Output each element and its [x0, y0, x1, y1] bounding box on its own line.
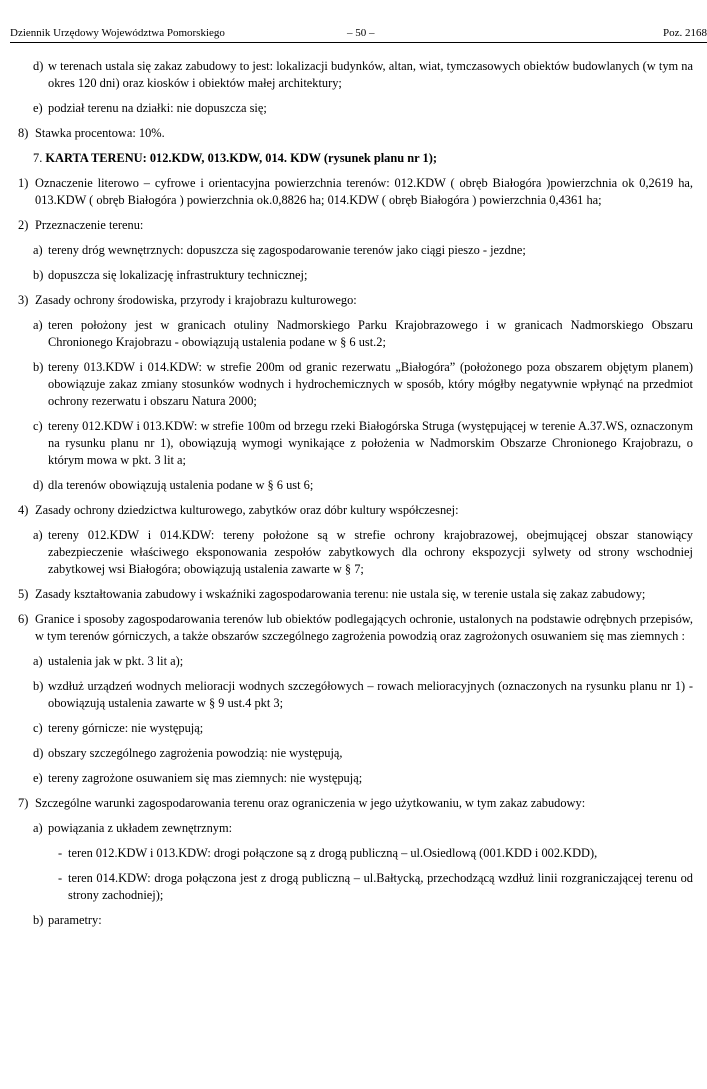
item-text: tereny górnicze: nie występują;: [48, 721, 204, 735]
numbered-item: [18, 611, 693, 645]
item-text: Szczególne warunki zagospodarowania terenu oraz ograniczenia w jego użytkowaniu, w tym zakaz zabudowy:: [35, 796, 586, 810]
item-text: Stawka procentowa: 10%.: [35, 126, 165, 140]
section-title: KARTA TERENU: 012.KDW, 013.KDW, 014. KDW (rysunek planu nr 1);: [45, 151, 437, 165]
item-marker: 5): [18, 587, 29, 601]
item-marker: 3): [18, 293, 29, 307]
dash-subitem: [18, 870, 693, 904]
item-text: tereny 012.KDW i 014.KDW: tereny położone są w strefie ochrony krajobrazowej, obejmującej obszar stanowiący zabezpieczenie właściwego eksponowania zespołów zabytkowych dla ochrony ekspozycji sylwety od strony wschodniej zabytkowej wsi Białogóra; obowiązują ustalenia zawarte w § 7;: [48, 528, 693, 576]
item-marker: b): [33, 268, 44, 282]
numbered-item: [18, 795, 693, 812]
header-rule: [10, 42, 707, 43]
numbered-item: [18, 292, 693, 309]
item-text: ustalenia jak w pkt. 3 lit a);: [48, 654, 184, 668]
item-text: teren 014.KDW: droga połączona jest z drogą publiczną – ul.Bałtycką, przechodzącą wzdłuż linii rozgraniczającej terenu od strony zachodniej);: [68, 871, 693, 902]
item-text: w terenach ustala się zakaz zabudowy to jest: lokalizacji budynków, altan, wiat, tymczasowych obiektów budowlanych (w tym na okres 120 dni) oraz kiosków i obiektów małej architektury;: [48, 59, 693, 90]
item-text: dopuszcza się lokalizację infrastruktury technicznej;: [48, 268, 308, 282]
numbered-item: [18, 125, 693, 142]
item-text: Granice i sposoby zagospodarowania terenów lub obiektów podlegających ochronie, ustalonych na podstawie odrębnych przepisów, w tym terenów górniczych, a także obszarów szczególnego zagrożenia powodzią oraz zagrożonych osuwaniem się mas ziemnych :: [35, 612, 693, 643]
numbered-item: [18, 175, 693, 209]
page-number: – 50 –: [347, 27, 375, 39]
item-text: wzdłuż urządzeń wodnych melioracji wodnych szczegółowych – rowach melioracyjnych (oznaczonych na rysunku planu nr 1) - obowiązują ustalenia zawarte w § 9 ust.4 pkt 3;: [48, 679, 693, 710]
item-text: tereny zagrożone osuwaniem się mas ziemnych: nie występują;: [48, 771, 363, 785]
lettered-subitem: [18, 527, 693, 578]
item-marker: 2): [18, 218, 29, 232]
lettered-subitem: [18, 100, 693, 117]
item-marker: 6): [18, 612, 29, 626]
item-marker: a): [33, 528, 43, 542]
item-text: tereny dróg wewnętrznych: dopuszcza się zagospodarowanie terenów jako ciągi pieszo - jezdne;: [48, 243, 526, 257]
lettered-subitem: [18, 912, 693, 929]
lettered-subitem: [18, 745, 693, 762]
item-text: parametry:: [48, 913, 102, 927]
item-marker: d): [33, 59, 44, 73]
numbered-item: [18, 217, 693, 234]
lettered-subitem: [18, 58, 693, 92]
item-marker: b): [33, 360, 44, 374]
lettered-subitem: [18, 678, 693, 712]
item-marker: -: [58, 846, 63, 860]
lettered-subitem: [18, 653, 693, 670]
lettered-subitem: [18, 317, 693, 351]
page-header: [10, 26, 707, 42]
item-text: Przeznaczenie terenu:: [35, 218, 144, 232]
item-marker: d): [33, 478, 44, 492]
item-marker: e): [33, 771, 43, 785]
item-text: tereny 012.KDW i 013.KDW: w strefie 100m od brzegu rzeki Białogórska Struga (występującej w terenie A.37.WS, oznaczonym na rysunku planu nr 1), obowiązują wymogi wynikające z położenia w Nadmorskim Obszarze Chronionego Krajobrazu, o którym mowa w pkt. 3 lit a;: [48, 419, 693, 467]
item-text: tereny 013.KDW i 014.KDW: w strefie 200m od granic rezerwatu „Białogóra” (położonego poza obszarem objętym planem) obowiązuje zakaz zmiany stosunków wodnych i hydrochemicznych w sposób, który mógłby negatywnie wpłynąć na przedmiot ochrony rezerwatu i obszaru Natura 2000;: [48, 360, 693, 408]
lettered-subitem: [18, 770, 693, 787]
item-marker: a): [33, 243, 43, 257]
position-number: Poz. 2168: [663, 27, 707, 39]
item-text: Oznaczenie literowo – cyfrowe i orientacyjna powierzchnia terenów: 012.KDW ( obręb Białogóra )powierzchnia ok 0,2619 ha, 013.KDW ( obręb Białogóra ) powierzchnia ok.0,8826 ha; 014.KDW ( obręb Białogóra ) powierzchnia 0,4361 ha;: [35, 176, 693, 207]
item-marker: e): [33, 101, 43, 115]
item-text: powiązania z układem zewnętrznym:: [48, 821, 233, 835]
lettered-subitem: [18, 477, 693, 494]
item-text: obszary szczególnego zagrożenia powodzią: nie występują,: [48, 746, 343, 760]
journal-title: Dziennik Urzędowy Województwa Pomorskiego: [10, 27, 225, 39]
lettered-subitem: [18, 267, 693, 284]
numbered-item: [18, 586, 693, 603]
item-marker: a): [33, 654, 43, 668]
lettered-subitem: [18, 242, 693, 259]
numbered-item: [18, 502, 693, 519]
item-marker: 4): [18, 503, 29, 517]
item-text: teren 012.KDW i 013.KDW: drogi połączone są z drogą publiczną – ul.Osiedlową (001.KDD i 002.KDD),: [68, 846, 598, 860]
lettered-subitem: [18, 359, 693, 410]
item-marker: b): [33, 913, 44, 927]
item-text: dla terenów obowiązują ustalenia podane w § 6 ust 6;: [48, 478, 314, 492]
item-text: Zasady ochrony środowiska, przyrody i krajobrazu kulturowego:: [35, 293, 357, 307]
item-text: Zasady ochrony dziedzictwa kulturowego, zabytków oraz dóbr kultury współczesnej:: [35, 503, 459, 517]
item-marker: d): [33, 746, 44, 760]
item-marker: 7): [18, 796, 29, 810]
item-marker: a): [33, 318, 43, 332]
document-body: [18, 58, 693, 937]
item-text: Zasady kształtowania zabudowy i wskaźniki zagospodarowania terenu: nie ustala się, w terenie ustala się zakaz zabudowy;: [35, 587, 646, 601]
lettered-subitem: [18, 720, 693, 737]
section-heading: [18, 150, 693, 167]
item-marker: a): [33, 821, 43, 835]
item-marker: c): [33, 721, 43, 735]
lettered-subitem: [18, 820, 693, 837]
dash-subitem: [18, 845, 693, 862]
item-text: teren położony jest w granicach otuliny Nadmorskiego Parku Krajobrazowego i w granicach Nadmorskiego Obszaru Chronionego Krajobrazu - obowiązują ustalenia podane w § 6 ust.2;: [48, 318, 693, 349]
item-text: podział terenu na działki: nie dopuszcza się;: [48, 101, 267, 115]
section-number: 7.: [33, 151, 43, 165]
item-marker: c): [33, 419, 43, 433]
item-marker: 1): [18, 176, 29, 190]
lettered-subitem: [18, 418, 693, 469]
item-marker: -: [58, 871, 63, 885]
item-marker: b): [33, 679, 44, 693]
item-marker: 8): [18, 126, 29, 140]
